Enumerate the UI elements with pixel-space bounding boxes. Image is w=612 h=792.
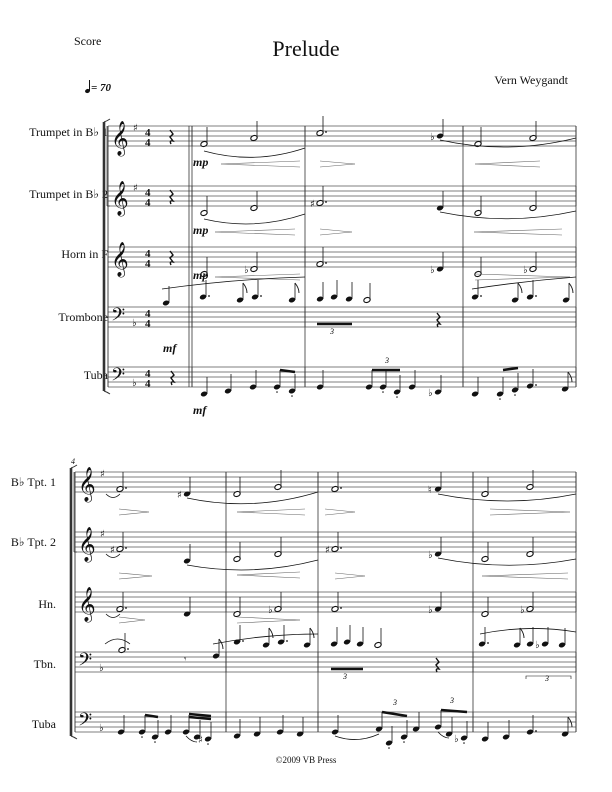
quarter-rest-icon <box>436 658 439 672</box>
svg-text:♭: ♭ <box>268 605 273 616</box>
note <box>471 280 482 300</box>
treble-clef-icon: 𝄞 <box>78 467 96 502</box>
slur <box>106 494 120 498</box>
flat-key-signature-icon: ♭ <box>132 378 137 389</box>
treble-clef-icon: 𝄞 <box>111 242 129 277</box>
svg-text:♭: ♭ <box>428 388 433 399</box>
decrescendo-hairpin <box>119 509 149 515</box>
note <box>474 127 482 147</box>
note <box>365 370 373 390</box>
tuplet-number: 3 <box>385 356 389 365</box>
quarter-rest-icon <box>170 130 173 144</box>
instrument-label-trumpet-2: Trumpet in B♭ 2 <box>29 187 108 201</box>
dynamic-mp: mp <box>193 223 209 237</box>
crescendo-hairpin <box>474 229 562 235</box>
note <box>164 715 172 735</box>
note <box>526 627 534 647</box>
svg-text:♭: ♭ <box>535 640 540 651</box>
tuplet-number: 3 <box>450 696 454 705</box>
score-label: Score <box>74 34 102 48</box>
note <box>513 628 524 648</box>
sharp-key-signature-icon: ♯ <box>100 469 105 480</box>
note <box>535 627 549 651</box>
slur <box>204 214 305 224</box>
note <box>345 282 353 302</box>
svg-text:♮: ♮ <box>428 485 432 496</box>
eighth-rest-icon: 𝄾 <box>184 655 187 665</box>
note <box>374 628 382 648</box>
crescendo-hairpin <box>237 509 305 515</box>
note <box>385 726 393 749</box>
note <box>356 627 364 647</box>
measure-number: 4 <box>71 457 75 466</box>
note <box>434 710 442 730</box>
svg-text:♭: ♭ <box>428 605 433 616</box>
slur <box>438 558 576 565</box>
note <box>249 370 257 390</box>
tuplet-number: 3 <box>545 674 549 683</box>
note <box>454 721 468 745</box>
note <box>526 470 534 490</box>
slur <box>440 211 576 219</box>
dynamic-mf: mf <box>193 403 207 417</box>
slur <box>472 277 576 289</box>
note <box>558 628 566 648</box>
note <box>430 252 444 276</box>
slur <box>480 628 576 634</box>
sharp-key-signature-icon: ♯ <box>133 183 138 194</box>
svg-text:♭: ♭ <box>430 265 435 276</box>
instrument-label-horn: Horn in F <box>61 247 108 261</box>
note <box>428 592 442 616</box>
time-signature-bottom: 4 <box>145 258 151 270</box>
note <box>177 477 191 501</box>
slur <box>105 639 130 644</box>
time-signature-bottom: 4 <box>145 197 151 209</box>
note <box>428 472 442 496</box>
bass-clef-icon: 𝄢 <box>111 305 126 330</box>
slur <box>187 560 318 570</box>
note <box>511 373 519 396</box>
time-signature-top: 4 <box>145 187 151 199</box>
crescendo-hairpin <box>482 573 568 579</box>
decrescendo-hairpin <box>335 573 365 579</box>
treble-clef-icon: 𝄞 <box>111 181 129 216</box>
note <box>200 127 208 147</box>
svg-text:♭: ♭ <box>520 605 525 616</box>
slur <box>213 634 318 644</box>
svg-text:♯: ♯ <box>325 545 330 556</box>
svg-text:♯: ♯ <box>198 735 203 746</box>
decrescendo-hairpin <box>237 617 300 623</box>
note <box>288 283 299 303</box>
piece-title: Prelude <box>272 36 340 61</box>
beam <box>189 714 211 716</box>
tempo-text: = 70 <box>91 82 112 94</box>
note <box>325 532 342 556</box>
note <box>331 715 339 735</box>
bass-clef-icon: 𝄢 <box>111 365 126 390</box>
slur <box>335 734 379 740</box>
note <box>182 715 190 735</box>
decrescendo-hairpin <box>325 509 355 515</box>
crescendo-hairpin <box>221 161 300 167</box>
note <box>393 375 401 398</box>
note <box>262 628 273 648</box>
note <box>478 627 489 647</box>
quarter-rest-icon <box>170 190 173 204</box>
slur <box>187 492 318 504</box>
note <box>288 374 296 397</box>
time-signature-top: 4 <box>145 248 151 260</box>
instrument-label-trumpet-1-short: B♭ Tpt. 1 <box>10 475 56 489</box>
treble-clef-icon: 𝄞 <box>111 121 129 156</box>
time-signature-bottom: 4 <box>145 378 151 390</box>
decrescendo-hairpin <box>320 229 352 235</box>
instrument-label-trombone-short: Tbn. <box>33 657 56 671</box>
sharp-key-signature-icon: ♯ <box>133 123 138 134</box>
dynamic-mp: mp <box>193 155 209 169</box>
decrescendo-hairpin <box>320 161 355 167</box>
note <box>303 628 314 648</box>
note <box>526 280 537 300</box>
crescendo-hairpin <box>475 161 540 167</box>
note <box>151 720 159 743</box>
slur <box>162 277 305 289</box>
note <box>496 377 504 400</box>
svg-text:♭: ♭ <box>523 265 528 276</box>
time-signature-bottom: 4 <box>145 137 151 149</box>
note <box>233 625 244 645</box>
slur <box>438 494 576 501</box>
copyright-notice: ©2009 VB Press <box>275 755 337 765</box>
sharp-key-signature-icon: ♯ <box>100 529 105 540</box>
crescendo-hairpin <box>215 229 295 235</box>
note <box>251 280 262 300</box>
note <box>212 639 223 659</box>
note <box>343 625 351 645</box>
dynamic-mp: mp <box>193 268 209 282</box>
note <box>274 470 282 490</box>
note <box>118 633 129 653</box>
note <box>408 370 416 390</box>
flat-key-signature-icon: ♭ <box>132 318 137 329</box>
svg-text:♭: ♭ <box>454 734 459 745</box>
tuplet-number: 3 <box>343 672 347 681</box>
instrument-label-horn-short: Hn. <box>38 597 56 611</box>
note <box>520 592 534 616</box>
treble-clef-icon: 𝄞 <box>78 587 96 622</box>
quarter-rest-icon <box>171 371 174 385</box>
svg-text:♯: ♯ <box>310 199 315 210</box>
slur <box>106 614 120 618</box>
quarter-rest-icon <box>170 251 173 265</box>
note <box>363 283 371 303</box>
note <box>379 370 387 393</box>
decrescendo-hairpin <box>119 573 152 579</box>
composer-name: Vern Weygandt <box>494 73 568 87</box>
note <box>330 627 338 647</box>
note <box>138 715 146 738</box>
note <box>310 186 327 210</box>
treble-clef-icon: 𝄞 <box>78 527 96 562</box>
note <box>330 280 338 300</box>
time-signature-top: 4 <box>145 308 151 320</box>
svg-text:♭: ♭ <box>428 550 433 561</box>
note <box>268 592 282 616</box>
instrument-label-tuba: Tuba <box>83 368 108 382</box>
beam <box>382 712 407 716</box>
crescendo-hairpin <box>237 572 300 578</box>
bass-clef-icon: 𝄢 <box>78 710 93 735</box>
instrument-label-tuba-short: Tuba <box>31 717 56 731</box>
note <box>244 252 258 276</box>
time-signature-bottom: 4 <box>145 318 151 330</box>
flat-key-signature-icon: ♭ <box>99 723 104 734</box>
note <box>502 720 510 740</box>
tuplet-number: 3 <box>330 327 334 336</box>
note <box>273 370 281 393</box>
svg-text:♯: ♯ <box>177 490 182 501</box>
instrument-label-trumpet-2-short: B♭ Tpt. 2 <box>10 535 56 549</box>
instrument-label-trumpet-1: Trumpet in B♭ 1 <box>29 125 108 139</box>
dynamic-mf: mf <box>163 341 177 355</box>
svg-text:♯: ♯ <box>110 545 115 556</box>
time-signature-top: 4 <box>145 368 151 380</box>
note <box>316 282 324 302</box>
note <box>316 370 324 390</box>
decrescendo-hairpin <box>490 509 570 515</box>
note <box>428 537 442 561</box>
note <box>117 715 125 735</box>
note <box>523 252 537 276</box>
note <box>400 720 408 743</box>
note <box>562 283 573 303</box>
note <box>110 532 127 556</box>
time-signature-top: 4 <box>145 127 151 139</box>
beam <box>503 368 518 370</box>
svg-text:♭: ♭ <box>430 132 435 143</box>
note <box>511 283 522 303</box>
quarter-rest-icon <box>437 313 440 327</box>
instrument-label-trombone: Trombone <box>58 310 108 324</box>
bass-clef-icon: 𝄢 <box>78 650 93 675</box>
decrescendo-hairpin <box>119 617 145 623</box>
flat-key-signature-icon: ♭ <box>99 663 104 674</box>
note <box>236 283 247 303</box>
svg-text:♭: ♭ <box>244 265 249 276</box>
tuplet-number: 3 <box>393 698 397 707</box>
slur <box>204 148 305 157</box>
note <box>276 715 284 735</box>
